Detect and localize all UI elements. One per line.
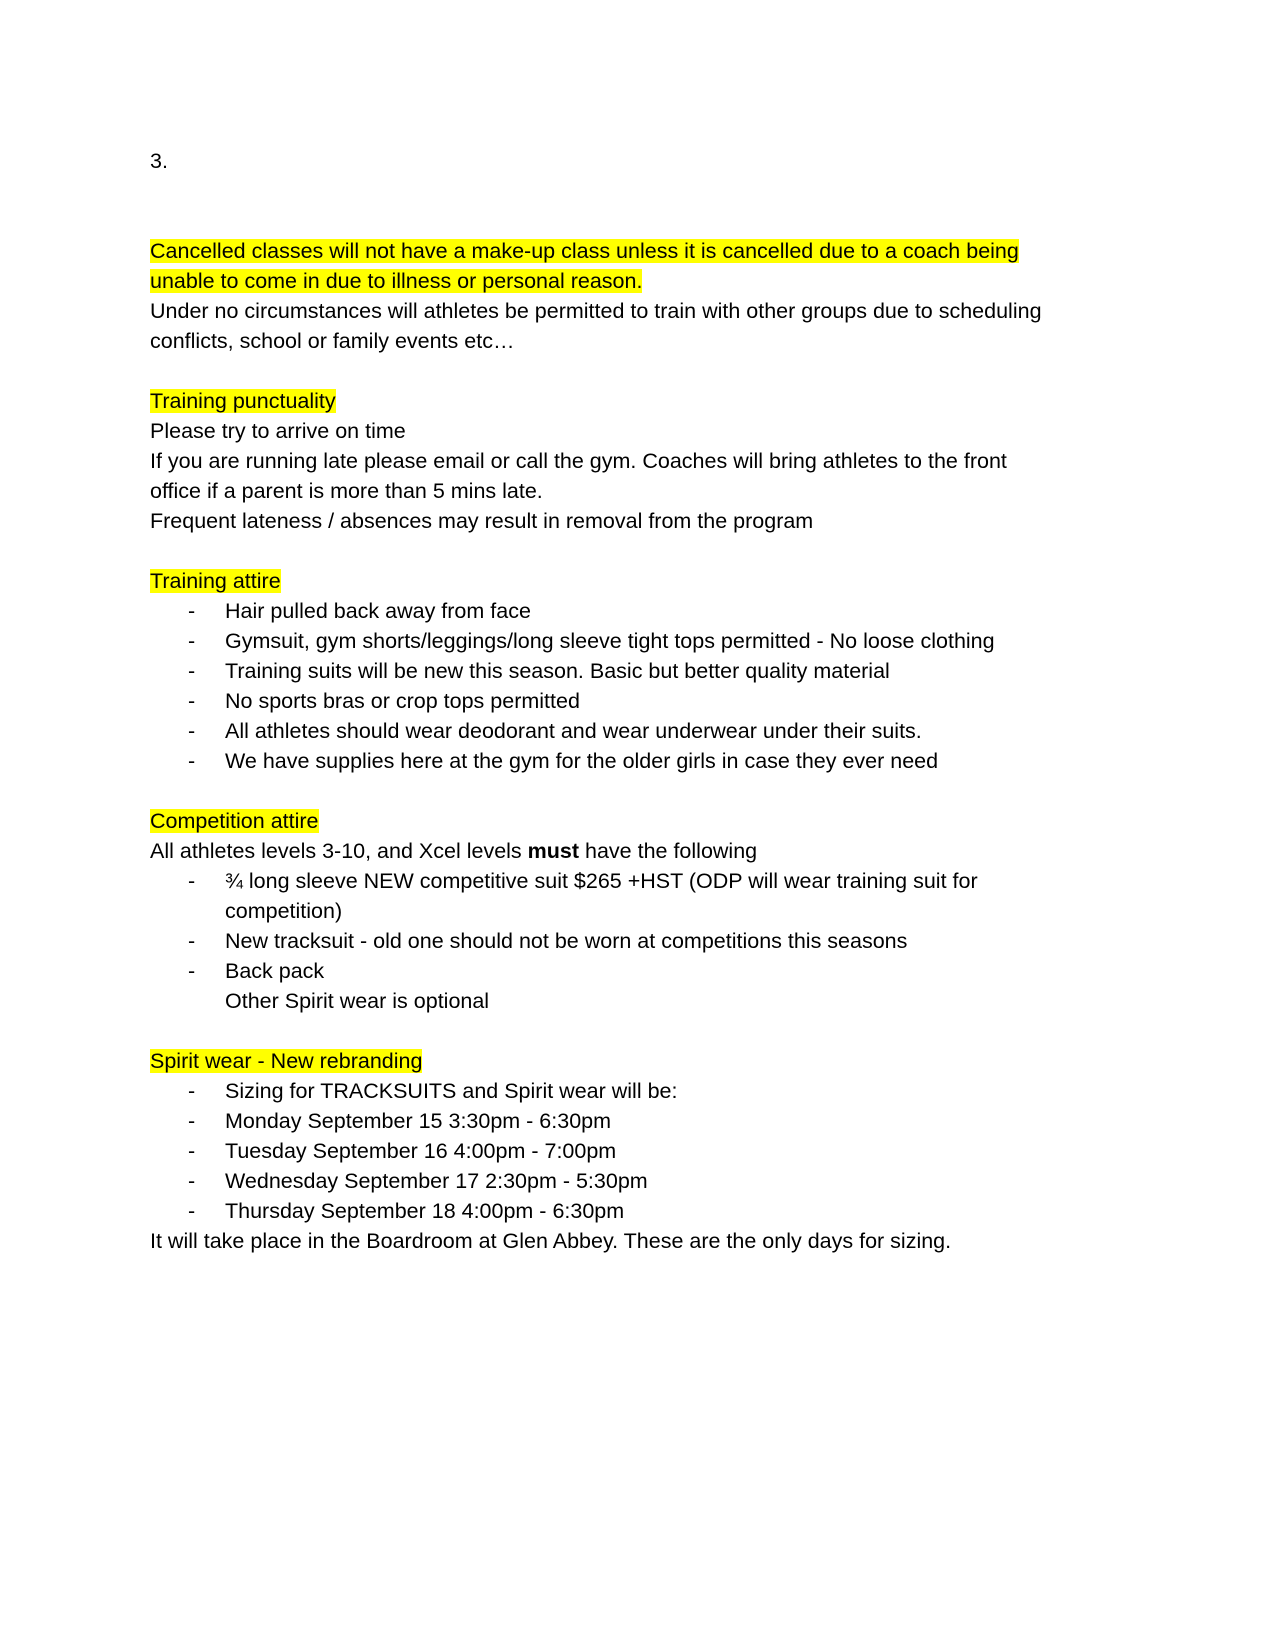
page-number: 3. (150, 149, 168, 173)
list-item (150, 716, 1110, 746)
list-bullet: - (188, 1109, 196, 1133)
list-item (150, 1136, 1110, 1166)
list-item-text: ¾ long sleeve NEW competitive suit $265 +HST (ODP will wear training suit for (225, 869, 978, 893)
list-item (150, 1106, 1110, 1136)
list-bullet: - (188, 1169, 196, 1193)
list-item-text: Training suits will be new this season. Basic but better quality material (225, 659, 890, 683)
list-bullet: - (188, 749, 196, 773)
list-bullet: - (188, 599, 196, 623)
cancellation-highlight-line-1: Cancelled classes will not have a make-up class unless it is cancelled due to a coach being (150, 239, 1019, 263)
punctuality-heading: Training punctuality (150, 389, 336, 413)
list-bullet: - (188, 1079, 196, 1103)
list-bullet: - (188, 959, 196, 983)
spacer (150, 776, 1110, 806)
punctuality-line-2: If you are running late please email or call the gym. Coaches will bring athletes to the front (150, 449, 1007, 473)
competition-note: Other Spirit wear is optional (225, 989, 490, 1013)
list-bullet: - (188, 1199, 196, 1223)
list-item-continuation: competition) (225, 899, 343, 923)
list-bullet: - (188, 929, 196, 953)
list-item-text: We have supplies here at the gym for the older girls in case they ever need (225, 749, 939, 773)
spacer (150, 176, 1110, 236)
list-item-text: Monday September 15 3:30pm - 6:30pm (225, 1109, 612, 1133)
document-page (150, 146, 1110, 1256)
cancellation-section (150, 236, 1110, 356)
list-item (150, 746, 1110, 776)
cancellation-text-line-1: Under no circumstances will athletes be permitted to train with other groups due to scheduling (150, 299, 1042, 323)
list-item (150, 926, 1110, 956)
list-item (150, 596, 1110, 626)
list-bullet: - (188, 869, 196, 893)
punctuality-line-3: office if a parent is more than 5 mins late. (150, 479, 543, 503)
list-item-text: Hair pulled back away from face (225, 599, 531, 623)
list-item (150, 866, 1110, 896)
list-bullet: - (188, 659, 196, 683)
list-item-text: Thursday September 18 4:00pm - 6:30pm (225, 1199, 625, 1223)
list-item-text: New tracksuit - old one should not be worn at competitions this seasons (225, 929, 908, 953)
list-item (150, 626, 1110, 656)
competition-attire-heading: Competition attire (150, 809, 319, 833)
punctuality-section (150, 386, 1110, 536)
list-item-text: Wednesday September 17 2:30pm - 5:30pm (225, 1169, 648, 1193)
cancellation-highlight-line-2: unable to come in due to illness or personal reason. (150, 269, 643, 293)
spacer (150, 536, 1110, 566)
competition-intro-after: have the following (579, 839, 758, 863)
competition-intro (150, 836, 1110, 866)
list-item (150, 656, 1110, 686)
punctuality-line-4: Frequent lateness / absences may result in removal from the program (150, 509, 814, 533)
list-item (150, 956, 1110, 986)
competition-intro-before: All athletes levels 3-10, and Xcel levels (150, 839, 528, 863)
spirit-wear-section (150, 1046, 1110, 1256)
list-item (150, 686, 1110, 716)
spirit-wear-list (150, 1076, 1110, 1226)
spacer (150, 356, 1110, 386)
spirit-wear-footer: It will take place in the Boardroom at Glen Abbey. These are the only days for sizing. (150, 1229, 952, 1253)
list-bullet: - (188, 629, 196, 653)
list-item (150, 1196, 1110, 1226)
list-item-text: Tuesday September 16 4:00pm - 7:00pm (225, 1139, 617, 1163)
list-item-text: Back pack (225, 959, 325, 983)
list-item (150, 1166, 1110, 1196)
punctuality-line-1: Please try to arrive on time (150, 419, 406, 443)
training-attire-heading: Training attire (150, 569, 281, 593)
list-item (150, 1076, 1110, 1106)
cancellation-text-line-2: conflicts, school or family events etc… (150, 329, 515, 353)
list-item-text: Gymsuit, gym shorts/leggings/long sleeve tight tops permitted - No loose clothing (225, 629, 995, 653)
list-item-text: All athletes should wear deodorant and wear underwear under their suits. (225, 719, 922, 743)
training-attire-list (150, 596, 1110, 776)
list-item-text: Sizing for TRACKSUITS and Spirit wear will be: (225, 1079, 678, 1103)
training-attire-section (150, 566, 1110, 776)
competition-attire-list (150, 866, 1110, 1016)
list-bullet: - (188, 719, 196, 743)
spirit-wear-heading: Spirit wear - New rebranding (150, 1049, 423, 1073)
competition-attire-section (150, 806, 1110, 1016)
list-bullet: - (188, 1139, 196, 1163)
competition-intro-bold: must (527, 839, 580, 863)
list-item-text: No sports bras or crop tops permitted (225, 689, 580, 713)
spacer (150, 1016, 1110, 1046)
list-bullet: - (188, 689, 196, 713)
